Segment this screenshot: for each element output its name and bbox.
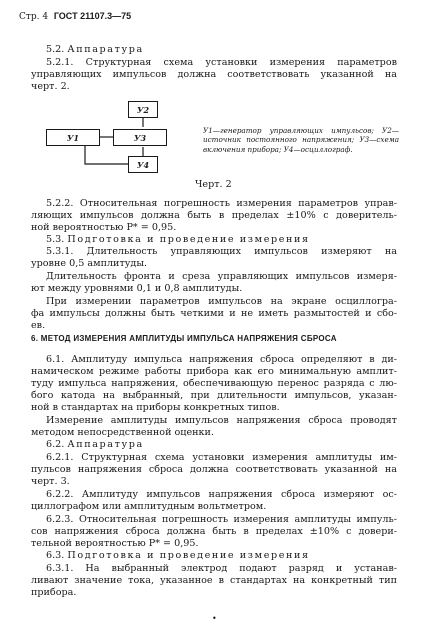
paragraph-line: 6.3.1. На выбранный электрод подают разряд и устанав-: [46, 563, 397, 574]
connector-line: [85, 145, 128, 164]
paragraph-line: ют между уровнями 0,1 и 0,8 амплитуды.: [31, 283, 243, 294]
paragraph-line: намическом режиме работы прибора как его минимальную амплит-: [31, 366, 397, 377]
paragraph-line: черт. 2.: [31, 81, 70, 92]
paragraph-line: 5.2.2. Относительная погрешность измерения параметров управ-: [46, 198, 397, 209]
block-u2: У2: [128, 101, 158, 118]
section-6-heading: 6. МЕТОД ИЗМЕРЕНИЯ АМПЛИТУДЫ ИМПУЛЬСА НАПРЯЖЕНИЯ СБРОСА: [31, 334, 337, 343]
block-u1: У1: [46, 129, 100, 146]
paragraph-line: 5.3.1. Длительность управляющих импульсов измеряют на: [46, 246, 397, 257]
paragraph-line: ливают значение тока, указанное в стандартах на конкретный тип: [31, 575, 397, 586]
footer-mark: •: [212, 614, 217, 623]
block-u3: У3: [113, 129, 167, 146]
paragraph-line: ной вероятностью P* = 0,95.: [31, 222, 177, 233]
paragraph-line: пульсов напряжения сброса должна соответствовать указанной на: [31, 464, 397, 475]
paragraph-line: Измерение амплитуды импульсов напряжения сброса проводят: [46, 415, 397, 426]
paragraph-line: черт. 3.: [31, 476, 70, 487]
paragraph-line: тельной вероятностью P* = 0,95.: [31, 538, 199, 549]
paragraph-line: сов напряжения сброса должна быть в пределах ±10% с довери-: [31, 526, 397, 537]
paragraph-line: циллографом или амплитудным вольтметром.: [31, 501, 267, 512]
figure-caption: Черт. 2: [195, 179, 232, 190]
paragraph-line: ев.: [31, 320, 46, 331]
section-heading-5-2: 5.2. Аппаратура: [46, 44, 144, 55]
paragraph-line: бого катода на выбранный, при длительности импульсов, указан-: [31, 390, 397, 401]
page-number: Стр. 4: [19, 12, 49, 22]
paragraph-line: При измерении параметров импульсов на экране осциллогра-: [46, 296, 397, 307]
paragraph-line: фа импульсы должны быть четкими и не иметь размытостей и сбо-: [31, 308, 397, 319]
paragraph-line: ной в стандартах на приборы конкретных типов.: [31, 402, 280, 413]
paragraph-line: уровне 0,5 амплитуды.: [31, 258, 148, 269]
paragraph-line: 5.2.1. Структурная схема установки измерения параметров: [46, 57, 397, 68]
block-u4: У4: [128, 156, 158, 173]
section-heading-6-2: 6.2. Аппаратура: [46, 439, 144, 450]
diagram-legend: У1—генератор управляющих импульсов; У2—источник постоянного напряжения; У3—схема включения прибора; У4—осциллограф.: [203, 126, 399, 154]
standard-number: ГОСТ 21107.3—75: [53, 11, 132, 21]
section-heading-5-3: 5.3. Подготовка и проведение измерения: [46, 234, 310, 245]
paragraph-line: 6.2.2. Амплитуду импульсов напряжения сброса измеряют ос-: [46, 489, 397, 500]
paragraph-line: 6.2.3. Относительная погрешность измерения амплитуды импуль-: [46, 514, 397, 525]
paragraph-line: управляющих импульсов должна соответствовать указанной на: [31, 69, 397, 80]
paragraph-line: туду импульса напряжения, обеспечивающую перенос разряда с лю-: [31, 378, 397, 389]
paragraph-line: Длительность фронта и среза управляющих импульсов измеря-: [46, 271, 397, 282]
paragraph-line: прибора.: [31, 587, 77, 598]
paragraph-line: 6.2.1. Структурная схема установки измерения амплитуды им-: [46, 452, 397, 463]
paragraph-line: ляющих импульсов должна быть в пределах ±10% с доверитель-: [31, 210, 397, 221]
paragraph-line: 6.1. Амплитуду импульса напряжения сброса определяют в ди-: [46, 354, 397, 365]
section-heading-6-3: 6.3. Подготовка и проведение измерения: [46, 550, 310, 561]
paragraph-line: методом непосредственной оценки.: [31, 427, 214, 438]
